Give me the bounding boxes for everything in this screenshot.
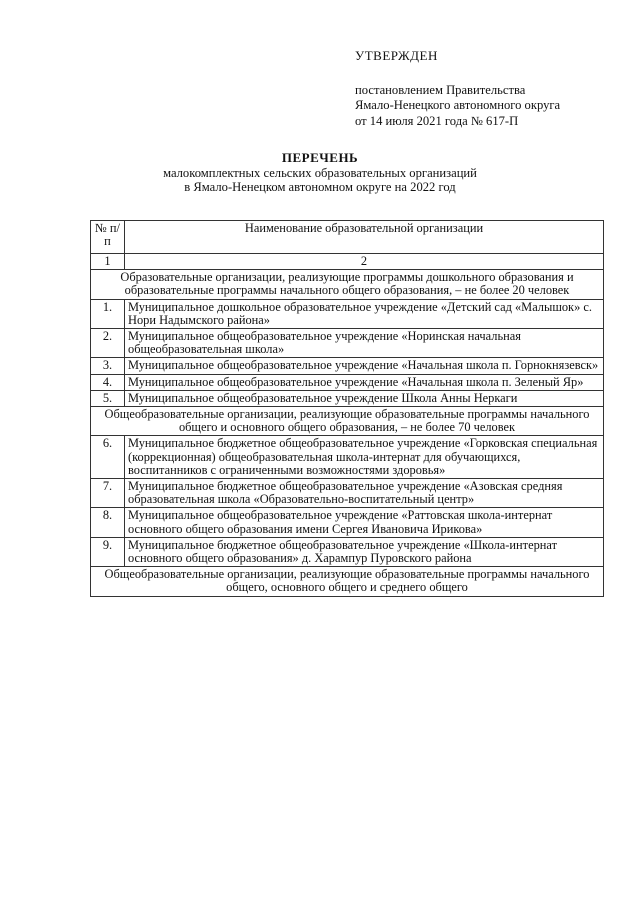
row-name: Муниципальное общеобразовательное учреждение Школа Анны Неркаги [125, 390, 604, 406]
table-row [91, 329, 604, 358]
group-heading: Общеобразовательные организации, реализующие образовательные программы начального общего и основного общего образования, – не более 70 человек [91, 407, 604, 436]
table-row [91, 508, 604, 537]
row-name: Муниципальное бюджетное общеобразовательное учреждение «Школа-интернат основного общего образования» д. Харампур Пуровского района [125, 537, 604, 566]
row-name: Муниципальное бюджетное общеобразовательное учреждение «Горковская специальная (коррекционная) общеобразовательная школа-интернат для обучающихся, воспитанников с ограниченными возможностями здоровья» [125, 436, 604, 479]
row-number: 6. [91, 436, 125, 479]
row-name: Муниципальное общеобразовательное учреждение «Раттовская школа-интернат основного общего образования имени Сергея Ивановича Ирикова» [125, 508, 604, 537]
row-name: Муниципальное общеобразовательное учреждение «Начальная школа п. Горнокнязевск» [125, 358, 604, 374]
table-row [91, 390, 604, 406]
column-number-2: 2 [125, 254, 604, 270]
header-name: Наименование образовательной организации [125, 221, 604, 254]
row-number: 9. [91, 537, 125, 566]
approval-block [355, 48, 635, 129]
row-number: 3. [91, 358, 125, 374]
row-number: 1. [91, 299, 125, 328]
table-row [91, 299, 604, 328]
group-heading-row [91, 407, 604, 436]
column-number-row [91, 254, 604, 270]
document-title [0, 151, 640, 195]
title-line-1: малокомплектных сельских образовательных организаций [163, 165, 477, 180]
approval-stamp: УТВЕРЖДЕН [355, 48, 438, 63]
row-name: Муниципальное общеобразовательное учреждение «Норинская начальная общеобразовательная школа» [125, 329, 604, 358]
table-row [91, 537, 604, 566]
group-heading-row [91, 270, 604, 299]
row-name: Муниципальное дошкольное образовательное учреждение «Детский сад «Малышок» с. Нори Надымского района» [125, 299, 604, 328]
title-line-2: в Ямало-Ненецком автономном округе на 2022 год [184, 180, 456, 194]
row-number: 5. [91, 390, 125, 406]
approval-line-2: Ямало-Ненецкого автономного округа [355, 98, 561, 112]
row-number: 7. [91, 479, 125, 508]
approval-line-3: от 14 июля 2021 года № 617-П [355, 113, 519, 128]
row-name: Муниципальное общеобразовательное учреждение «Начальная школа п. Зеленый Яр» [125, 374, 604, 390]
row-number: 8. [91, 508, 125, 537]
row-number: 2. [91, 329, 125, 358]
table-row [91, 436, 604, 479]
title-main: ПЕРЕЧЕНЬ [281, 150, 359, 165]
table-row [91, 374, 604, 390]
row-number: 4. [91, 374, 125, 390]
column-number-1: 1 [91, 254, 125, 270]
organizations-table [90, 220, 604, 597]
header-number: № п/п [91, 221, 125, 254]
group-heading-row [91, 567, 604, 596]
group-heading: Образовательные организации, реализующие программы дошкольного образования и образовательные программы начального общего образования, – не более 20 человек [91, 270, 604, 299]
table-row [91, 358, 604, 374]
table-row [91, 479, 604, 508]
approval-line-1: постановлением Правительства [355, 82, 526, 97]
table-header-row [91, 221, 604, 254]
group-heading: Общеобразовательные организации, реализующие образовательные программы начального общего, основного общего и среднего общего [91, 567, 604, 596]
row-name: Муниципальное бюджетное общеобразовательное учреждение «Азовская средняя образовательная школа «Образовательно-воспитательный центр» [125, 479, 604, 508]
